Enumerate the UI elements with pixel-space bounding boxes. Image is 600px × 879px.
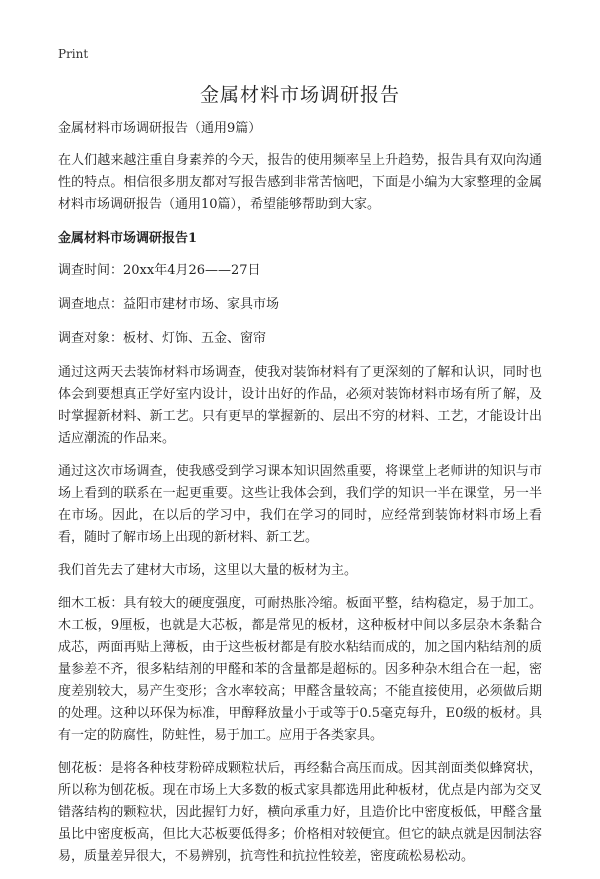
body-paragraph: 通过这次市场调查，使我感受到学习课本知识固然重要，将课堂上老师讲的知识与市场上看到的联系在一起更重要。这些让我体会到，我们学的知识一半在课堂，另一半在市场。因此，在以后的学习中，我们在学习的同时，应经常到装饰材料市场上看看，随时了解市场上出现的新材料、新工艺。: [58, 464, 542, 545]
print-link[interactable]: Print: [58, 47, 89, 61]
intro-paragraph: 在人们越来越注重自身素养的今天，报告的使用频率呈上升趋势，报告具有双向沟通性的特点。相信很多朋友都对写报告感到非常苦恼吧，下面是小编为大家整理的金属材料市场调研报告（通用10篇），希望能够帮助到大家。: [58, 153, 542, 212]
body-paragraph: 细木工板：具有较大的硬度强度，可耐热胀冷缩。板面平整，结构稳定，易于加工。木工板，9厘板，也就是大芯板，都是常见的板材，这种板材中间以多层杂木条黏合成芯，两面再贴上薄板，由于这些板材都是有胶水粘结而成的，加之国内粘结剂的质量参差不齐，很多粘结剂的甲醛和苯的含量都是超标的。因多种杂木组合在一起，密度差别较大，易产生变形；含水率较高；甲醛含量较高；不能直接使用，必须做后期的处理。这种以环保为标准，甲醇释放量小于或等于0.5毫克每升，E0级的板材。具有一定的防腐性，防蛀性，易于加工。应用于各类家具。: [58, 596, 542, 743]
body-paragraph: 我们首先去了建材大市场，这里以大量的板材为主。: [58, 563, 358, 578]
section-heading: 金属材料市场调研报告1: [58, 231, 198, 246]
body-paragraph: 通过这两天去装饰材料市场调查，使我对装饰材料有了更深刻的了解和认识，同时也体会到要想真正学好室内设计，设计出好的作品，必须对装饰材料市场有所了解，及时掌握新材料、新工艺。只有更早的掌握新的、层出不穷的材料、工艺，才能设计出适应潮流的作品来。: [58, 365, 542, 446]
survey-place: 调查地点：益阳市建材市场、家具市场: [58, 297, 280, 312]
document-subtitle: 金属材料市场调研报告（通用9篇）: [58, 121, 262, 136]
survey-time: 调查时间：20xx年4月26——27日: [58, 263, 261, 278]
document-body: [58, 118, 542, 879]
survey-objects: 调查对象：板材、灯饰、五金、窗帘: [58, 331, 267, 346]
page-title: 金属材料市场调研报告: [199, 84, 400, 106]
body-paragraph: 刨花板：是将各种枝芽粉碎成颗粒状后，再经黏合高压而成。因其剖面类似蜂窝状，所以称为刨花板。现在市场上大多数的板式家具都选用此种板材，优点是内部为交叉错落结构的颗粒状，因此握钉力好，横向承重力好，且造价比中密度板低，甲醛含量虽比中密度板高，但比大芯板要低得多；价格相对较便宜。但它的缺点就是因制法容易，质量差异很大，不易辨别，抗弯性和抗拉性较差，密度疏松易松动。: [58, 761, 542, 864]
